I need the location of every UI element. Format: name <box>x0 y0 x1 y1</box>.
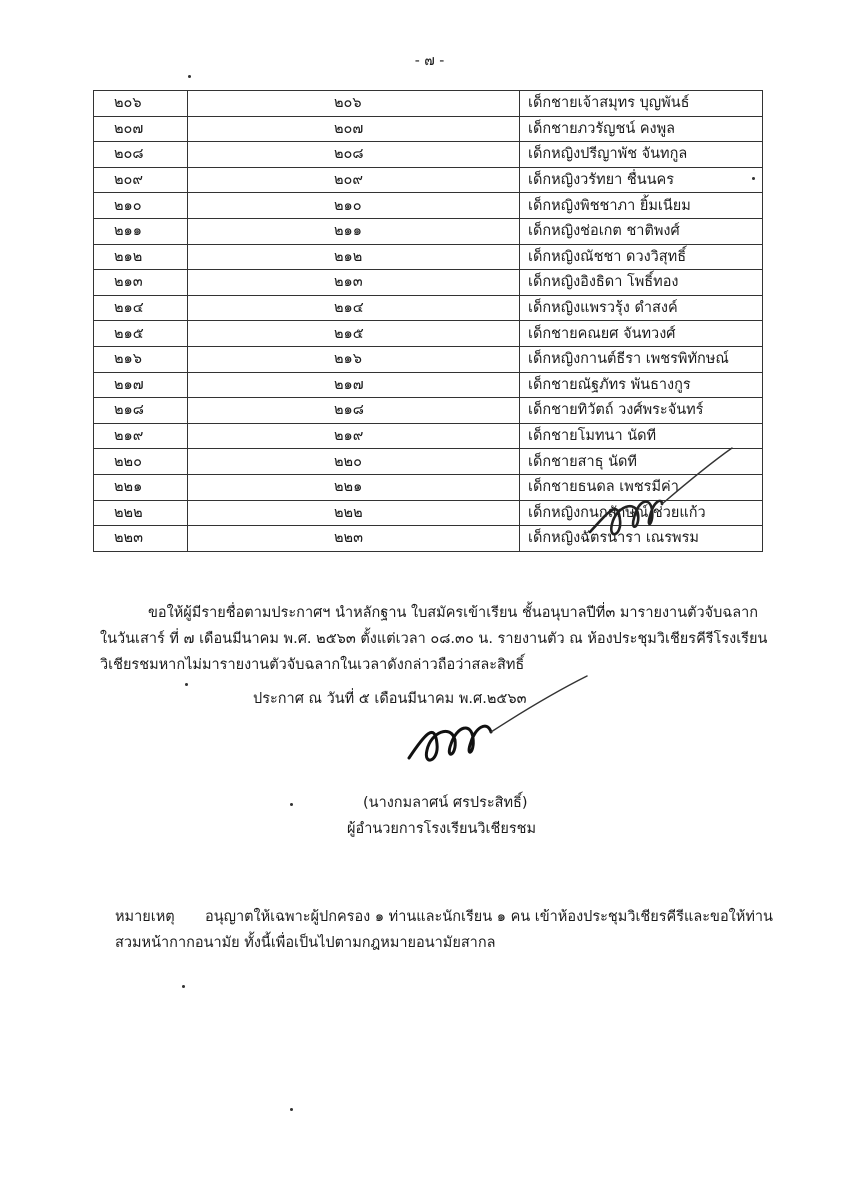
row-number: ๒๑๑ <box>188 218 520 244</box>
page-number: - ๗ - <box>414 53 445 69</box>
table-row <box>94 372 763 398</box>
row-sequence: ๒๐๗ <box>94 116 188 142</box>
remark-line-1: อนุญาตให้เฉพาะผู้ปกครอง ๑ ท่านและนักเรียน ๑ คน เข้าห้องประชุมวิเชียรคีรีและขอให้ท่าน <box>205 909 773 925</box>
scan-speck <box>290 803 293 806</box>
scan-speck <box>188 75 191 78</box>
table-row <box>94 321 763 347</box>
student-name: เด็กชายเจ้าสมุทร บุญพันธ์ <box>520 91 763 117</box>
row-sequence: ๒๑๒ <box>94 244 188 270</box>
student-name: เด็กชายธนดล เพชรมีค่า <box>520 474 763 500</box>
table-row <box>94 193 763 219</box>
notice-line-3: วิเชียรชมหากไม่มารายงานตัวจับฉลากในเวลาดังกล่าวถือว่าสละสิทธิ์ <box>100 657 525 673</box>
table-row <box>94 346 763 372</box>
student-name: เด็กหญิงอิงธิดา โพธิ์ทอง <box>520 270 763 296</box>
row-number: ๒๐๘ <box>188 142 520 168</box>
row-sequence: ๒๒๓ <box>94 526 188 552</box>
row-number: ๒๑๔ <box>188 295 520 321</box>
scan-speck <box>290 1108 293 1111</box>
row-number: ๒๒๐ <box>188 449 520 475</box>
row-sequence: ๒๑๑ <box>94 218 188 244</box>
row-sequence: ๒๑๓ <box>94 270 188 296</box>
student-name: เด็กชายณัฐภัทร พันธางกูร <box>520 372 763 398</box>
row-number: ๒๒๒ <box>188 500 520 526</box>
table-row <box>94 167 763 193</box>
signature-table <box>580 440 740 550</box>
row-number: ๒๒๓ <box>188 526 520 552</box>
row-sequence: ๒๐๖ <box>94 91 188 117</box>
row-sequence: ๒๐๙ <box>94 167 188 193</box>
row-sequence: ๒๑๘ <box>94 398 188 424</box>
scan-speck <box>185 683 188 686</box>
student-name: เด็กชายโมทนา นัดที <box>520 423 763 449</box>
table-row <box>94 270 763 296</box>
notice-line-2: ในวันเสาร์ ที่ ๗ เดือนมีนาคม พ.ศ. ๒๕๖๓ ตั้งแต่เวลา ๐๘.๓๐ น. รายงานตัว ณ ห้องประชุมวิเชียรคีรีโรงเรียน <box>100 631 768 647</box>
row-number: ๒๑๕ <box>188 321 520 347</box>
student-name: เด็กหญิงช่อเกต ชาติพงศ์ <box>520 218 763 244</box>
remark-line-2: สวมหน้ากากอนามัย ทั้งนี้เพื่อเป็นไปตามกฎหมายอนามัยสากล <box>115 935 496 951</box>
table-row <box>94 398 763 424</box>
row-number: ๒๑๗ <box>188 372 520 398</box>
table-row <box>94 244 763 270</box>
student-name: เด็กหญิงณัชชา ดวงวิสุทธิ์ <box>520 244 763 270</box>
table-row <box>94 295 763 321</box>
student-name: เด็กชายสาธุ นัดที <box>520 449 763 475</box>
remark-label: หมายเหตุ <box>115 909 175 925</box>
row-sequence: ๒๑๕ <box>94 321 188 347</box>
row-sequence: ๒๐๘ <box>94 142 188 168</box>
row-sequence: ๒๑๙ <box>94 423 188 449</box>
student-name: เด็กชายทิวัตถ์ วงศ์พระจันทร์ <box>520 398 763 424</box>
scan-speck <box>182 985 185 988</box>
row-number: ๒๐๗ <box>188 116 520 142</box>
signatory-name: (นางกมลาศน์ ศรประสิทธิ์) <box>363 795 528 811</box>
row-number: ๒๒๑ <box>188 474 520 500</box>
row-number: ๒๑๐ <box>188 193 520 219</box>
row-number: ๒๐๖ <box>188 91 520 117</box>
student-name: เด็กหญิงกนกลักษณ์ ช่วยแก้ว <box>520 500 763 526</box>
signature-main <box>395 670 595 780</box>
notice-line-1: ขอให้ผู้มีรายชื่อตามประกาศฯ นำหลักฐาน ใบสมัครเข้าเรียน ชั้นอนุบาลปีที่๓ มารายงานตัวจับฉลาก <box>148 605 759 621</box>
row-sequence: ๒๑๖ <box>94 346 188 372</box>
student-name: เด็กหญิงกานต์ธีรา เพชรพิทักษณ์ <box>520 346 763 372</box>
row-number: ๒๑๒ <box>188 244 520 270</box>
row-sequence: ๒๑๔ <box>94 295 188 321</box>
student-name: เด็กหญิงฉัตรนารา เณรพรม <box>520 526 763 552</box>
table-row <box>94 91 763 117</box>
table-row <box>94 116 763 142</box>
row-sequence: ๒๒๒ <box>94 500 188 526</box>
student-name: เด็กชายภวรัญชน์ คงพูล <box>520 116 763 142</box>
student-name: เด็กชายคณยศ จันทวงศ์ <box>520 321 763 347</box>
row-number: ๒๑๓ <box>188 270 520 296</box>
student-name: เด็กหญิงแพรวรุ้ง ดำสงค์ <box>520 295 763 321</box>
row-number: ๒๑๖ <box>188 346 520 372</box>
announcement-date: ประกาศ ณ วันที่ ๕ เดือนมีนาคม พ.ศ.๒๕๖๓ <box>253 691 527 707</box>
table-row <box>94 218 763 244</box>
row-sequence: ๒๒๑ <box>94 474 188 500</box>
row-sequence: ๒๑๗ <box>94 372 188 398</box>
row-sequence: ๒๒๐ <box>94 449 188 475</box>
student-name: เด็กหญิงปรีญาพัช จันทกูล <box>520 142 763 168</box>
student-name: เด็กหญิงวรัทยา ชื่นนคร <box>520 167 763 193</box>
row-number: ๒๑๘ <box>188 398 520 424</box>
row-number: ๒๐๙ <box>188 167 520 193</box>
scan-speck <box>752 177 755 180</box>
row-number: ๒๑๙ <box>188 423 520 449</box>
row-sequence: ๒๑๐ <box>94 193 188 219</box>
table-row <box>94 142 763 168</box>
student-name: เด็กหญิงพิชชาภา ยิ้มเนียม <box>520 193 763 219</box>
signatory-title: ผู้อำนวยการโรงเรียนวิเชียรชม <box>347 821 537 837</box>
